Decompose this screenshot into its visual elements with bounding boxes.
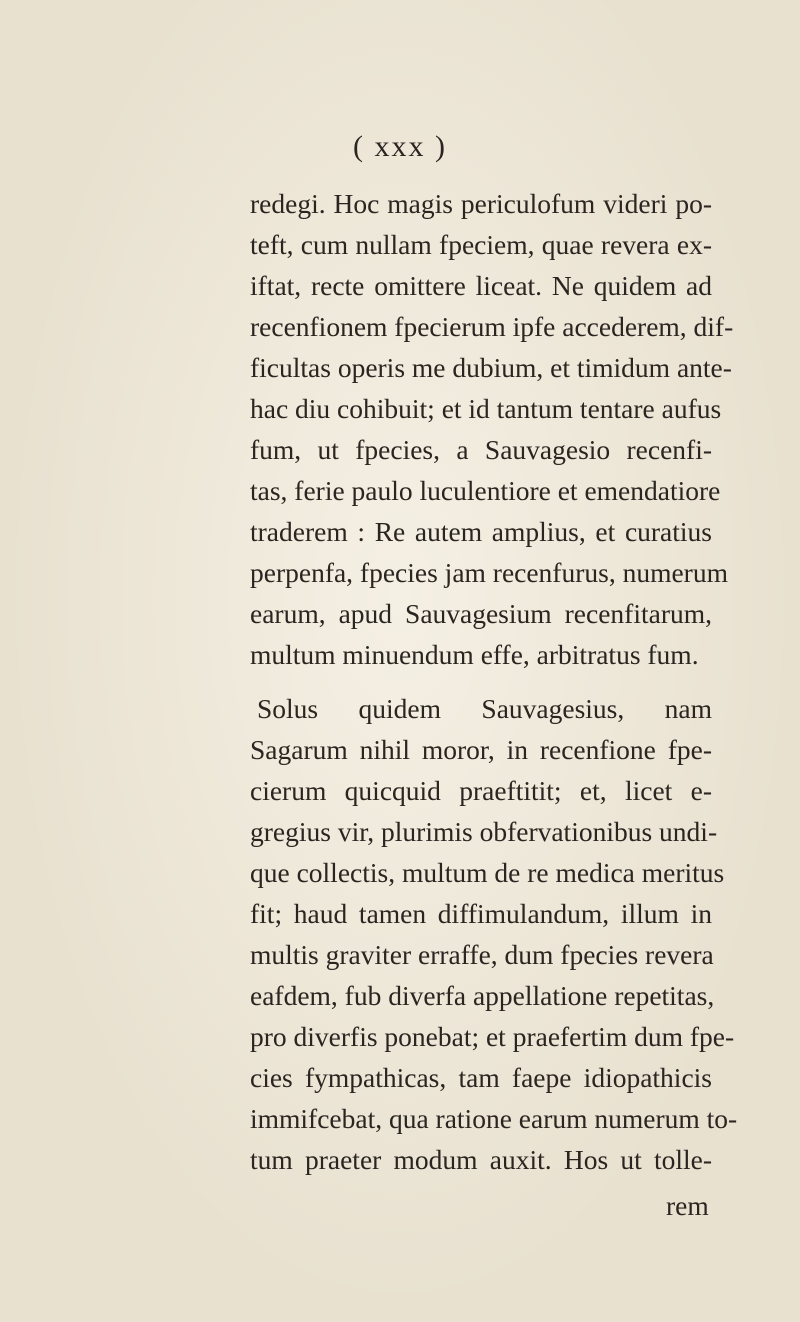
text-line-15: cierum quicquid praeftitit; et, licet e- [250, 775, 712, 806]
text-line-5: ficultas operis me dubium, et timidum ante- [250, 352, 732, 383]
text-line-23: immifcebat, qua ratione earum numerum to- [250, 1103, 738, 1134]
text-line-14: Sagarum nihil moror, in recenfione fpe- [250, 734, 712, 765]
text-line-7: fum, ut fpecies, a Sauvagesio recenfi- [250, 434, 712, 465]
text-line-6: hac diu cohibuit; et id tantum tentare aufus [250, 393, 722, 424]
text-line-9: traderem : Re autem amplius, et curatius [250, 516, 712, 547]
text-line-17: que collectis, multum de re medica meritus [250, 857, 725, 888]
text-line-18: fit; haud tamen diffimulandum, illum in [250, 898, 712, 929]
catchword: rem [666, 1190, 709, 1221]
text-line-2: teft, cum nullam fpeciem, quae revera ex- [250, 229, 712, 260]
text-line-12: multum minuendum effe, arbitratus fum. [250, 639, 699, 670]
text-line-4: recenfionem fpecierum ipfe accederem, dif- [250, 311, 734, 342]
text-line-3: iftat, recte omittere liceat. Ne quidem ad [250, 270, 712, 301]
page-header: ( xxx ) [353, 130, 447, 163]
text-line-24: tum praeter modum auxit. Hos ut tolle- [250, 1144, 712, 1175]
text-line-1: redegi. Hoc magis periculofum videri po- [250, 188, 712, 219]
text-line-13: Solus quidem Sauvagesius, nam [257, 693, 712, 724]
text-line-10: perpenfa, fpecies jam recenfurus, numerum [250, 557, 728, 588]
text-line-16: gregius vir, plurimis obfervationibus undi- [250, 816, 718, 847]
text-line-19: multis graviter erraffe, dum fpecies revera [250, 939, 714, 970]
text-line-22: cies fympathicas, tam faepe idiopathicis [250, 1062, 712, 1093]
text-line-21: pro diverfis ponebat; et praefertim dum fpe- [250, 1021, 735, 1052]
text-line-20: eafdem, fub diverfa appellatione repetitas, [250, 980, 715, 1011]
text-line-11: earum, apud Sauvagesium recenfitarum, [250, 598, 712, 629]
text-line-8: tas, ferie paulo luculentiore et emendatiore [250, 475, 721, 506]
